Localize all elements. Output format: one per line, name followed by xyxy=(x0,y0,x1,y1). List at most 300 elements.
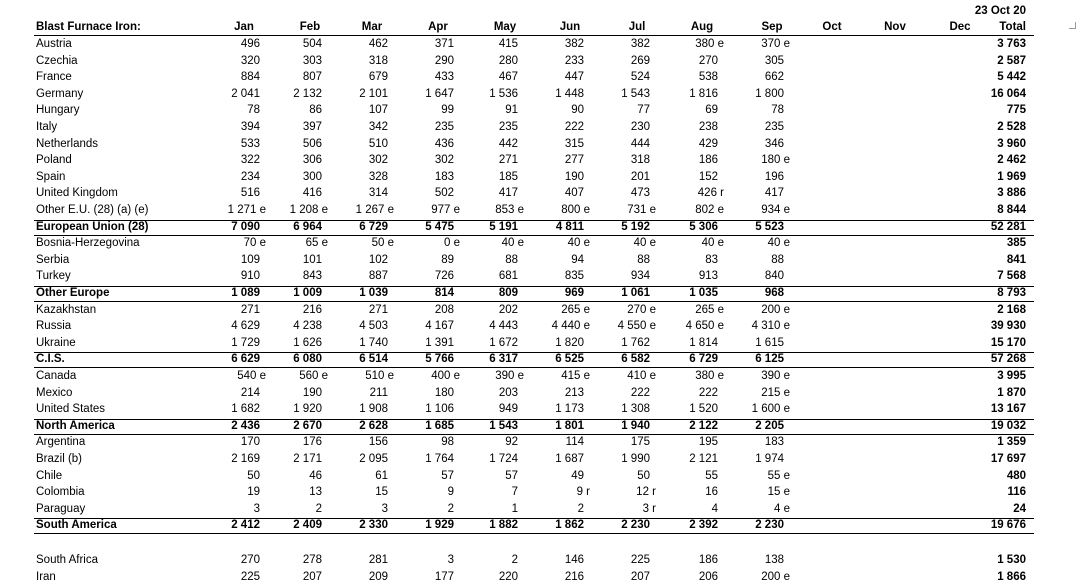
value-cell: 235 xyxy=(434,121,454,133)
value-cell: 2 330 xyxy=(359,519,388,532)
value-cell: 346 xyxy=(764,137,784,150)
value-cell: 5 523 xyxy=(755,220,784,233)
value-cell: 540 e xyxy=(237,370,266,382)
value-cell: 934 xyxy=(630,270,650,283)
value-cell: 510 xyxy=(368,137,388,150)
month-header-sep: Sep xyxy=(761,21,783,33)
value-cell: 180 e xyxy=(761,154,790,167)
value-cell: 4 650 e xyxy=(685,320,724,333)
value-cell: 4 550 e xyxy=(617,320,656,333)
row-total: 3 995 xyxy=(997,370,1026,382)
value-cell: 206 xyxy=(698,570,718,583)
value-cell: 400 e xyxy=(431,370,460,382)
value-cell: 176 xyxy=(302,436,322,449)
value-cell: 12 r xyxy=(636,486,656,499)
value-cell: 4 310 e xyxy=(751,320,790,333)
value-cell: 271 xyxy=(368,303,388,316)
value-cell: 4 443 xyxy=(489,320,518,333)
value-cell: 1 685 xyxy=(425,419,454,432)
row-label: Turkey xyxy=(36,270,71,283)
value-cell: 533 xyxy=(240,137,260,150)
row-label: Germany xyxy=(36,87,84,100)
value-cell: 177 xyxy=(434,570,454,583)
value-cell: 1 974 xyxy=(755,453,784,465)
value-cell: 1 035 xyxy=(689,287,718,299)
row-label: United States xyxy=(36,403,106,416)
value-cell: 407 xyxy=(564,187,584,200)
value-cell: 1 724 xyxy=(489,453,518,465)
value-cell: 230 xyxy=(630,121,650,133)
value-cell: 6 729 xyxy=(689,353,718,366)
value-cell: 415 e xyxy=(561,370,590,382)
row-total: 3 960 xyxy=(997,137,1026,150)
value-cell: 433 xyxy=(434,71,454,84)
value-cell: 183 xyxy=(764,436,784,449)
value-cell: 216 xyxy=(564,570,584,583)
row-total: 3 763 xyxy=(997,38,1026,50)
value-cell: 234 xyxy=(240,170,260,183)
row-total: 8 793 xyxy=(997,287,1026,299)
value-cell: 146 xyxy=(564,554,584,566)
value-cell: 61 xyxy=(375,469,388,482)
value-cell: 302 xyxy=(434,154,454,167)
value-cell: 506 xyxy=(302,137,322,150)
value-cell: 4 629 xyxy=(231,320,260,333)
value-cell: 92 xyxy=(505,436,518,449)
value-cell: 4 238 xyxy=(293,320,322,333)
row-total: 1 866 xyxy=(997,570,1026,583)
value-cell: 50 e xyxy=(371,237,394,250)
value-cell: 190 xyxy=(302,386,322,399)
row-total: 19 032 xyxy=(990,419,1026,432)
row-label: Spain xyxy=(36,170,66,183)
value-cell: 429 xyxy=(698,137,718,150)
value-cell: 305 xyxy=(764,54,784,67)
value-cell: 2 041 xyxy=(231,87,260,100)
value-cell: 270 e xyxy=(627,303,656,316)
value-cell: 15 xyxy=(375,486,388,499)
row-label: Canada xyxy=(36,370,77,382)
value-cell: 7 090 xyxy=(231,220,260,233)
row-label: Iran xyxy=(36,570,56,583)
value-cell: 382 xyxy=(564,38,584,50)
value-cell: 2 436 xyxy=(231,419,260,432)
value-cell: 835 xyxy=(564,270,584,283)
value-cell: 394 xyxy=(240,121,260,133)
value-cell: 371 xyxy=(434,38,454,50)
value-cell: 271 xyxy=(240,303,260,316)
value-cell: 40 e xyxy=(633,237,656,250)
value-cell: 90 xyxy=(571,104,584,117)
row-label: Ukraine xyxy=(36,336,76,349)
value-cell: 5 475 xyxy=(425,220,454,233)
row-total: 57 268 xyxy=(990,353,1026,366)
value-cell: 6 582 xyxy=(621,353,650,366)
value-cell: 2 628 xyxy=(359,419,388,432)
value-cell: 88 xyxy=(637,253,650,266)
value-cell: 382 xyxy=(630,38,650,50)
value-cell: 1 908 xyxy=(359,403,388,416)
value-cell: 270 xyxy=(240,554,260,566)
value-cell: 196 xyxy=(764,170,784,183)
value-cell: 934 e xyxy=(761,204,790,216)
value-cell: 207 xyxy=(630,570,650,583)
value-cell: 4 xyxy=(711,502,718,515)
month-header-mar: Mar xyxy=(361,21,383,33)
value-cell: 1 448 xyxy=(555,87,584,100)
value-cell: 202 xyxy=(498,303,518,316)
value-cell: 969 xyxy=(564,287,584,299)
value-cell: 215 e xyxy=(761,386,790,399)
value-cell: 271 xyxy=(498,154,518,167)
value-cell: 1 039 xyxy=(359,287,388,299)
value-cell: 6 514 xyxy=(359,353,388,366)
row-total: 19 676 xyxy=(990,519,1026,532)
value-cell: 315 xyxy=(564,137,584,150)
value-cell: 2 409 xyxy=(293,519,322,532)
value-cell: 5 192 xyxy=(621,220,650,233)
value-cell: 6 525 xyxy=(555,353,584,366)
value-cell: 0 e xyxy=(444,237,460,250)
value-cell: 77 xyxy=(637,104,650,117)
value-cell: 679 xyxy=(368,71,388,84)
value-cell: 2 171 xyxy=(293,453,322,465)
value-cell: 269 xyxy=(630,54,650,67)
value-cell: 216 xyxy=(302,303,322,316)
row-total: 15 170 xyxy=(990,336,1026,349)
value-cell: 175 xyxy=(630,436,650,449)
value-cell: 318 xyxy=(630,154,650,167)
row-label: Mexico xyxy=(36,386,73,399)
value-cell: 180 xyxy=(434,386,454,399)
value-cell: 9 r xyxy=(576,486,590,499)
value-cell: 55 e xyxy=(767,469,790,482)
value-cell: 4 503 xyxy=(359,320,388,333)
value-cell: 1 800 xyxy=(755,87,784,100)
value-cell: 7 xyxy=(511,486,518,499)
value-cell: 102 xyxy=(368,253,388,266)
row-label: South America xyxy=(36,519,117,532)
value-cell: 50 xyxy=(247,469,260,482)
value-cell: 2 095 xyxy=(359,453,388,465)
row-label: Paraguay xyxy=(36,502,86,515)
value-cell: 370 e xyxy=(761,38,790,50)
value-cell: 538 xyxy=(698,71,718,84)
row-label: C.I.S. xyxy=(36,353,65,366)
value-cell: 83 xyxy=(705,253,718,266)
row-total: 480 xyxy=(1006,469,1026,482)
value-cell: 88 xyxy=(771,253,784,266)
value-cell: 209 xyxy=(368,570,388,583)
value-cell: 502 xyxy=(434,187,454,200)
value-cell: 1 626 xyxy=(293,336,322,349)
value-cell: 152 xyxy=(698,170,718,183)
value-cell: 185 xyxy=(498,170,518,183)
value-cell: 1 615 xyxy=(755,336,784,349)
value-cell: 662 xyxy=(764,71,784,84)
value-cell: 1 740 xyxy=(359,336,388,349)
value-cell: 190 xyxy=(564,170,584,183)
month-header-dec: Dec xyxy=(949,21,971,33)
value-cell: 195 xyxy=(698,436,718,449)
value-cell: 510 e xyxy=(365,370,394,382)
value-cell: 314 xyxy=(368,187,388,200)
value-cell: 1 929 xyxy=(425,519,454,532)
value-cell: 3 xyxy=(447,554,454,566)
row-total: 116 xyxy=(1007,486,1026,499)
row-total: 13 167 xyxy=(990,403,1026,416)
value-cell: 2 412 xyxy=(231,519,260,532)
value-cell: 1 061 xyxy=(621,287,650,299)
row-total: 7 568 xyxy=(997,270,1026,283)
value-cell: 16 xyxy=(705,486,718,499)
value-cell: 2 230 xyxy=(755,519,784,532)
value-cell: 1 271 e xyxy=(227,204,266,216)
value-cell: 40 e xyxy=(767,237,790,250)
value-cell: 303 xyxy=(302,54,322,67)
value-cell: 390 e xyxy=(495,370,524,382)
value-cell: 1 801 xyxy=(555,419,584,432)
value-cell: 65 e xyxy=(305,237,328,250)
value-cell: 1 543 xyxy=(489,419,518,432)
value-cell: 681 xyxy=(498,270,518,283)
value-cell: 3 xyxy=(381,502,388,515)
value-cell: 447 xyxy=(564,71,584,84)
value-cell: 887 xyxy=(368,270,388,283)
value-cell: 444 xyxy=(630,137,650,150)
value-cell: 1 682 xyxy=(231,403,260,416)
value-cell: 1 920 xyxy=(293,403,322,416)
value-cell: 968 xyxy=(764,287,784,299)
value-cell: 1 600 e xyxy=(751,403,790,416)
row-label: Argentina xyxy=(36,436,86,449)
value-cell: 94 xyxy=(571,253,584,266)
value-cell: 5 766 xyxy=(425,353,454,366)
value-cell: 1 106 xyxy=(425,403,454,416)
value-cell: 726 xyxy=(434,270,454,283)
row-total: 1 530 xyxy=(997,554,1026,566)
value-cell: 222 xyxy=(564,121,584,133)
value-cell: 328 xyxy=(368,170,388,183)
value-cell: 2 122 xyxy=(689,419,718,432)
value-cell: 807 xyxy=(302,71,322,84)
row-label: Colombia xyxy=(36,486,85,499)
month-header-aug: Aug xyxy=(690,21,714,33)
value-cell: 462 xyxy=(368,38,388,50)
row-total: 1 359 xyxy=(997,436,1026,449)
value-cell: 225 xyxy=(240,570,260,583)
value-cell: 78 xyxy=(247,104,260,117)
month-header-may: May xyxy=(493,21,517,33)
value-cell: 138 xyxy=(764,554,784,566)
value-cell: 270 xyxy=(698,54,718,67)
value-cell: 78 xyxy=(771,104,784,117)
value-cell: 207 xyxy=(302,570,322,583)
value-cell: 107 xyxy=(368,104,388,117)
value-cell: 5 306 xyxy=(689,220,718,233)
value-cell: 109 xyxy=(240,253,260,266)
value-cell: 200 e xyxy=(761,570,790,583)
value-cell: 809 xyxy=(498,287,518,299)
row-label-header: Blast Furnace Iron: xyxy=(36,21,141,33)
row-total: 8 844 xyxy=(997,204,1026,216)
value-cell: 731 e xyxy=(627,204,656,216)
row-total: 16 064 xyxy=(990,87,1026,100)
scroll-edge-marker xyxy=(1069,22,1076,29)
value-cell: 380 e xyxy=(695,38,724,50)
value-cell: 213 xyxy=(564,386,584,399)
value-cell: 913 xyxy=(698,270,718,283)
value-cell: 1 764 xyxy=(425,453,454,465)
value-cell: 1 520 xyxy=(689,403,718,416)
value-cell: 1 543 xyxy=(621,87,650,100)
value-cell: 1 814 xyxy=(689,336,718,349)
row-total: 24 xyxy=(1013,502,1026,515)
value-cell: 280 xyxy=(498,54,518,67)
value-cell: 170 xyxy=(240,436,260,449)
value-cell: 4 e xyxy=(774,502,790,515)
value-cell: 1 882 xyxy=(489,519,518,532)
value-cell: 186 xyxy=(698,554,718,566)
value-cell: 949 xyxy=(498,403,518,416)
row-total: 385 xyxy=(1006,237,1026,250)
value-cell: 4 440 e xyxy=(551,320,590,333)
value-cell: 1 173 xyxy=(555,403,584,416)
value-cell: 86 xyxy=(309,104,322,117)
row-label: European Union (28) xyxy=(36,220,149,233)
value-cell: 910 xyxy=(240,270,260,283)
value-cell: 55 xyxy=(705,469,718,482)
value-cell: 235 xyxy=(764,121,784,133)
value-cell: 524 xyxy=(630,71,650,84)
value-cell: 2 392 xyxy=(689,519,718,532)
value-cell: 222 xyxy=(698,386,718,399)
row-label: Other Europe xyxy=(36,287,110,299)
value-cell: 2 169 xyxy=(231,453,260,465)
value-cell: 1 816 xyxy=(689,87,718,100)
value-cell: 203 xyxy=(498,386,518,399)
value-cell: 322 xyxy=(240,154,260,167)
row-label: Netherlands xyxy=(36,137,99,150)
value-cell: 380 e xyxy=(695,370,724,382)
value-cell: 1 647 xyxy=(425,87,454,100)
value-cell: 277 xyxy=(564,154,584,167)
value-cell: 2 xyxy=(577,502,584,515)
value-cell: 88 xyxy=(505,253,518,266)
value-cell: 814 xyxy=(434,287,454,299)
value-cell: 6 125 xyxy=(755,353,784,366)
value-cell: 2 xyxy=(447,502,454,515)
value-cell: 300 xyxy=(302,170,322,183)
row-total: 2 168 xyxy=(997,303,1026,316)
subtotal-rule-bottom xyxy=(34,533,1034,534)
value-cell: 13 xyxy=(309,486,322,499)
value-cell: 2 205 xyxy=(755,419,784,432)
value-cell: 2 121 xyxy=(689,453,718,465)
value-cell: 49 xyxy=(571,469,584,482)
value-cell: 98 xyxy=(441,436,454,449)
value-cell: 222 xyxy=(630,386,650,399)
value-cell: 320 xyxy=(240,54,260,67)
row-label: Poland xyxy=(36,154,72,167)
value-cell: 265 e xyxy=(695,303,724,316)
row-label: Austria xyxy=(36,38,72,50)
row-label: South Africa xyxy=(36,554,99,566)
value-cell: 69 xyxy=(705,104,718,117)
value-cell: 416 xyxy=(302,187,322,200)
value-cell: 1 308 xyxy=(621,403,650,416)
value-cell: 233 xyxy=(564,54,584,67)
row-label: North America xyxy=(36,419,115,432)
value-cell: 201 xyxy=(630,170,650,183)
row-total: 39 930 xyxy=(990,320,1026,333)
value-cell: 1 820 xyxy=(555,336,584,349)
value-cell: 99 xyxy=(441,104,454,117)
value-cell: 977 e xyxy=(431,204,460,216)
value-cell: 306 xyxy=(302,154,322,167)
row-label: Bosnia-Herzegovina xyxy=(36,237,140,250)
value-cell: 235 xyxy=(498,121,518,133)
value-cell: 426 r xyxy=(697,187,724,200)
value-cell: 410 e xyxy=(627,370,656,382)
month-header-jun: Jun xyxy=(559,21,581,33)
value-cell: 1 536 xyxy=(489,87,518,100)
value-cell: 1 687 xyxy=(555,453,584,465)
value-cell: 840 xyxy=(764,270,784,283)
value-cell: 467 xyxy=(498,71,518,84)
value-cell: 318 xyxy=(368,54,388,67)
value-cell: 156 xyxy=(368,436,388,449)
row-total: 2 462 xyxy=(997,154,1026,167)
value-cell: 183 xyxy=(434,170,454,183)
value-cell: 843 xyxy=(302,270,322,283)
value-cell: 302 xyxy=(368,154,388,167)
value-cell: 2 xyxy=(315,502,322,515)
row-label: France xyxy=(36,71,72,84)
row-total: 17 697 xyxy=(990,453,1026,465)
value-cell: 3 xyxy=(253,502,260,515)
row-total: 2 528 xyxy=(997,121,1026,133)
row-total: 5 442 xyxy=(997,71,1026,84)
value-cell: 2 670 xyxy=(293,419,322,432)
value-cell: 211 xyxy=(369,386,388,399)
value-cell: 208 xyxy=(434,303,454,316)
value-cell: 802 e xyxy=(695,204,724,216)
value-cell: 9 xyxy=(447,486,454,499)
value-cell: 342 xyxy=(368,121,388,133)
value-cell: 397 xyxy=(302,121,322,133)
header-rule xyxy=(34,35,1034,36)
value-cell: 390 e xyxy=(761,370,790,382)
value-cell: 2 101 xyxy=(359,87,388,100)
value-cell: 57 xyxy=(441,469,454,482)
row-label: Chile xyxy=(36,469,63,482)
value-cell: 6 080 xyxy=(293,353,322,366)
value-cell: 225 xyxy=(630,554,650,566)
value-cell: 3 r xyxy=(642,502,656,515)
value-cell: 40 e xyxy=(501,237,524,250)
value-cell: 15 e xyxy=(767,486,790,499)
value-cell: 1 009 xyxy=(293,287,322,299)
value-cell: 200 e xyxy=(761,303,790,316)
value-cell: 290 xyxy=(434,54,454,67)
value-cell: 415 xyxy=(498,38,518,50)
row-label: Serbia xyxy=(36,253,70,266)
value-cell: 70 e xyxy=(243,237,266,250)
value-cell: 4 811 xyxy=(555,220,584,233)
row-label: Italy xyxy=(36,121,58,133)
row-label: Russia xyxy=(36,320,72,333)
